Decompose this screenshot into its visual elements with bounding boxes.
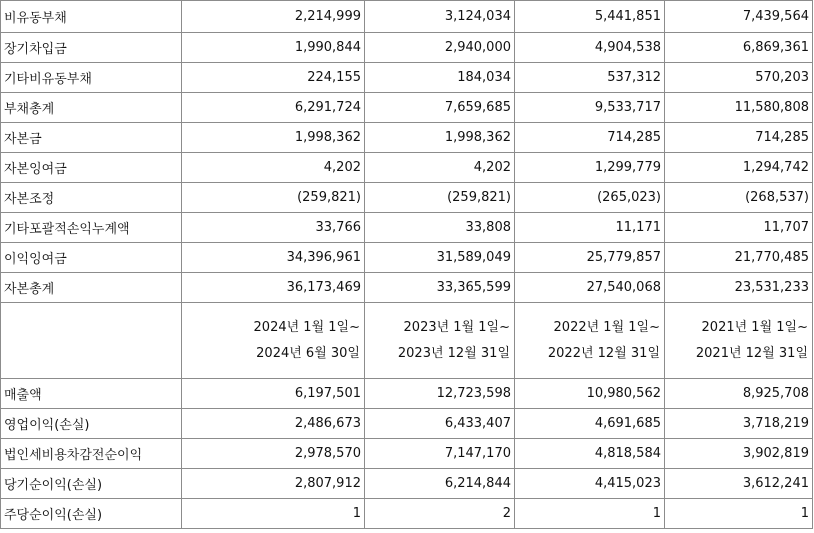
value-cell: 2,486,673 [182,409,365,439]
value-cell: 12,723,598 [365,379,515,409]
period-start: 2021년 1월 1일~ [701,319,808,335]
value-cell: 4,202 [182,153,365,183]
period-header-cell [515,303,665,379]
row-label: 이익잉여금 [1,243,182,273]
row-label: 영업이익(손실) [1,409,182,439]
period-end: 2024년 6월 30일 [256,345,360,361]
period-start: 2024년 1월 1일~ [253,319,360,335]
value-cell: 714,285 [665,123,813,153]
table-row [1,243,813,273]
value-cell: 3,718,219 [665,409,813,439]
value-cell: 1,998,362 [365,123,515,153]
financial-table-body [1,1,813,529]
table-row [1,93,813,123]
value-cell: 21,770,485 [665,243,813,273]
value-cell: 27,540,068 [515,273,665,303]
value-cell: 6,197,501 [182,379,365,409]
value-cell: 4,818,584 [515,439,665,469]
value-cell: (259,821) [182,183,365,213]
table-row [1,273,813,303]
table-row [1,183,813,213]
value-cell: 33,766 [182,213,365,243]
value-cell: 570,203 [665,63,813,93]
row-label: 자본잉여금 [1,153,182,183]
value-cell: 1,294,742 [665,153,813,183]
row-label: 주당순이익(손실) [1,499,182,529]
value-cell: 36,173,469 [182,273,365,303]
row-label: 법인세비용차감전순이익 [1,439,182,469]
value-cell: 11,580,808 [665,93,813,123]
period-header-cell [182,303,365,379]
value-cell: 3,124,034 [365,1,515,33]
value-cell: 1,299,779 [515,153,665,183]
table-row [1,123,813,153]
period-end: 2021년 12월 31일 [695,345,808,361]
value-cell: 3,612,241 [665,469,813,499]
value-cell: (268,537) [665,183,813,213]
table-row [1,379,813,409]
value-cell: 11,171 [515,213,665,243]
value-cell: 1 [515,499,665,529]
value-cell: 6,291,724 [182,93,365,123]
period-header-row [1,303,813,379]
value-cell: 31,589,049 [365,243,515,273]
value-cell: 2,807,912 [182,469,365,499]
table-row [1,33,813,63]
value-cell: 1 [665,499,813,529]
row-label: 기타포괄적손익누계액 [1,213,182,243]
row-label: 비유동부채 [1,1,182,33]
period-header-cell [665,303,813,379]
row-label: 자본금 [1,123,182,153]
period-start: 2022년 1월 1일~ [553,319,660,335]
row-label: 매출액 [1,379,182,409]
row-label: 장기차입금 [1,33,182,63]
table-row [1,439,813,469]
value-cell: 4,202 [365,153,515,183]
value-cell: 2,978,570 [182,439,365,469]
value-cell: 224,155 [182,63,365,93]
value-cell: 2 [365,499,515,529]
table-row [1,499,813,529]
value-cell: 6,433,407 [365,409,515,439]
value-cell: 1 [182,499,365,529]
empty-header-cell [1,303,182,379]
period-start: 2023년 1월 1일~ [403,319,510,335]
value-cell: 34,396,961 [182,243,365,273]
value-cell: 7,659,685 [365,93,515,123]
table-row [1,409,813,439]
value-cell: 184,034 [365,63,515,93]
value-cell: 4,904,538 [515,33,665,63]
value-cell: 23,531,233 [665,273,813,303]
value-cell: 1,998,362 [182,123,365,153]
value-cell: 9,533,717 [515,93,665,123]
row-label: 기타비유동부채 [1,63,182,93]
table-row [1,213,813,243]
value-cell: 2,940,000 [365,33,515,63]
value-cell: (259,821) [365,183,515,213]
value-cell: 1,990,844 [182,33,365,63]
value-cell: 8,925,708 [665,379,813,409]
row-label: 자본총계 [1,273,182,303]
value-cell: 2,214,999 [182,1,365,33]
value-cell: 6,214,844 [365,469,515,499]
value-cell: 537,312 [515,63,665,93]
table-row [1,63,813,93]
value-cell: 6,869,361 [665,33,813,63]
value-cell: 7,439,564 [665,1,813,33]
period-end: 2022년 12월 31일 [547,345,660,361]
row-label: 부채총계 [1,93,182,123]
value-cell: 3,902,819 [665,439,813,469]
row-label: 당기순이익(손실) [1,469,182,499]
value-cell: 7,147,170 [365,439,515,469]
table-row [1,1,813,33]
value-cell: 11,707 [665,213,813,243]
value-cell: 33,808 [365,213,515,243]
value-cell: 5,441,851 [515,1,665,33]
value-cell: 10,980,562 [515,379,665,409]
value-cell: 33,365,599 [365,273,515,303]
value-cell: 4,691,685 [515,409,665,439]
table-row [1,153,813,183]
table-row [1,469,813,499]
period-header-cell [365,303,515,379]
value-cell: 4,415,023 [515,469,665,499]
value-cell: 25,779,857 [515,243,665,273]
period-end: 2023년 12월 31일 [397,345,510,361]
value-cell: 714,285 [515,123,665,153]
value-cell: (265,023) [515,183,665,213]
row-label: 자본조정 [1,183,182,213]
